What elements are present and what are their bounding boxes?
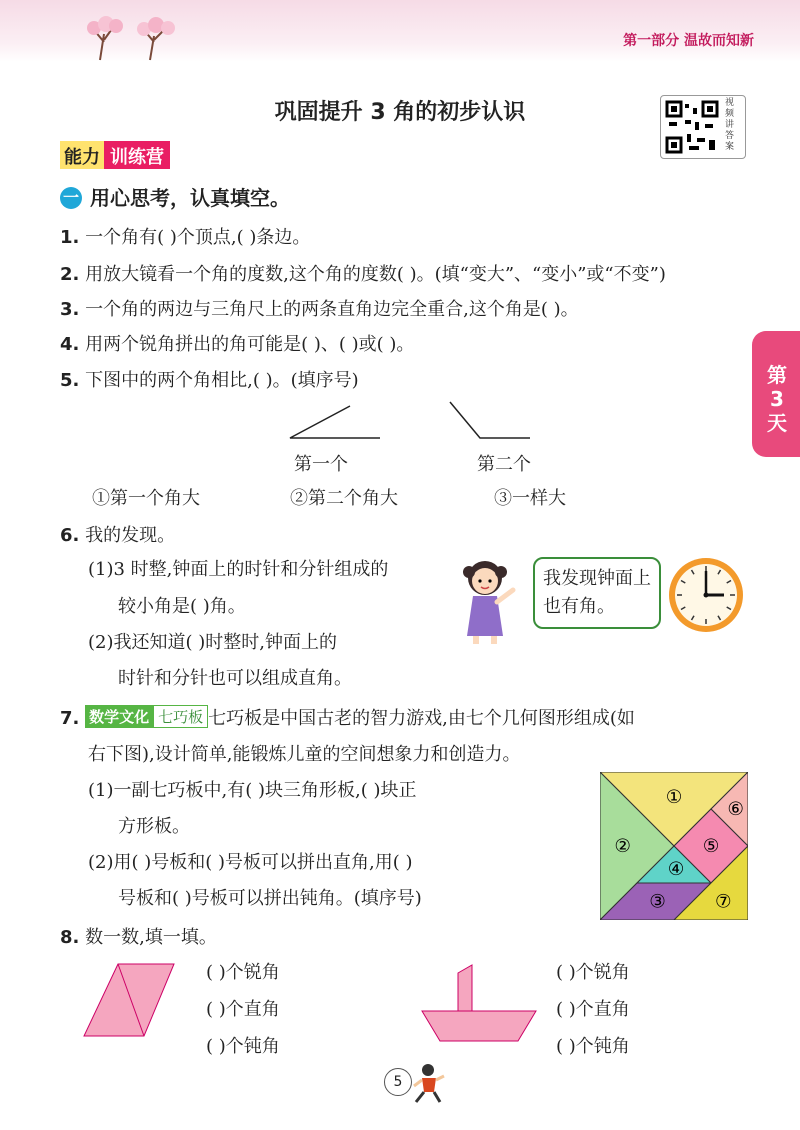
girl-icon bbox=[455, 556, 533, 648]
question-text: 下图中的两个角相比,( )。(填序号) bbox=[85, 370, 359, 391]
option-2: ②第二个角大 bbox=[290, 488, 398, 509]
tag-math-culture: 数学文化 bbox=[85, 705, 153, 728]
tag-tangram: 七巧板 bbox=[153, 705, 208, 728]
label-second-angle: 第二个 bbox=[477, 454, 531, 475]
question-text: 一个角有( )个顶点,( )条边。 bbox=[85, 227, 311, 248]
question-number: 4. bbox=[60, 334, 80, 355]
q6-part1-line1: (1)3 时整,钟面上的时针和分针组成的 bbox=[88, 559, 389, 580]
running-child-icon bbox=[410, 1062, 446, 1104]
question-number: 8. bbox=[60, 927, 80, 948]
option-1: ①第一个角大 bbox=[92, 488, 200, 509]
tree-decoration-icon bbox=[80, 12, 190, 62]
q7-part2-line2: 号板和( )号板可以拼出钝角。(填序号) bbox=[118, 888, 422, 909]
q6-part1-line2: 较小角是( )角。 bbox=[118, 596, 246, 617]
q7-part1-line2: 方形板。 bbox=[118, 816, 190, 837]
tangram-label-4: ④ bbox=[667, 858, 685, 880]
option-3: ③一样大 bbox=[494, 488, 566, 509]
question-number: 1. bbox=[60, 227, 80, 248]
question-8 bbox=[60, 923, 217, 949]
q6-part2-line2: 时针和分针也可以组成直角。 bbox=[118, 668, 352, 689]
badge-part1: 能力 bbox=[60, 141, 104, 169]
question-text: 我的发现。 bbox=[85, 525, 176, 546]
tangram-label-6: ⑥ bbox=[727, 799, 744, 821]
question-text: 一个角的两边与三角尺上的两条直角边完全重合,这个角是( )。 bbox=[85, 299, 579, 320]
qr-caption: 视频讲答案 bbox=[725, 98, 735, 152]
tangram-label-7: ⑦ bbox=[715, 891, 732, 913]
page-number: 5 bbox=[384, 1068, 412, 1096]
question-number: 7. bbox=[60, 708, 80, 729]
question-7 bbox=[60, 704, 635, 730]
question-4 bbox=[60, 330, 414, 356]
speech-bubble-text: 我发现钟面上也有角。 bbox=[543, 568, 651, 617]
qr-code-icon bbox=[665, 100, 719, 154]
tangram-label-5: ⑤ bbox=[702, 836, 720, 858]
header-section-label: 第一部分 温故而知新 bbox=[623, 33, 754, 49]
section-heading bbox=[60, 182, 290, 211]
qr-code[interactable] bbox=[660, 95, 746, 159]
question-number: 6. bbox=[60, 525, 80, 546]
question-6 bbox=[60, 521, 175, 547]
section-title: 用心思考，认真填空。 bbox=[90, 186, 290, 210]
second-angle bbox=[450, 402, 530, 438]
question-text: 七巧板是中国古老的智力游戏,由七个几何图形组成(如 bbox=[208, 708, 635, 729]
question-number: 3. bbox=[60, 299, 80, 320]
left-obtuse-count: ( )个钝角 bbox=[206, 1036, 280, 1057]
question-3 bbox=[60, 295, 579, 321]
right-obtuse-count: ( )个钝角 bbox=[556, 1036, 630, 1057]
parallelogram-shape bbox=[80, 960, 180, 1040]
section-number: 一 bbox=[60, 187, 82, 209]
question-text: 用放大镜看一个角的度数,这个角的度数( )。(填“变大”、“变小”或“不变”) bbox=[85, 264, 666, 285]
right-right-count: ( )个直角 bbox=[556, 999, 630, 1020]
question-2 bbox=[60, 260, 666, 286]
q7-part2-line1: (2)用( )号板和( )号板可以拼出直角,用( ) bbox=[88, 852, 413, 873]
angle-figures bbox=[280, 400, 540, 445]
speech-bubble bbox=[533, 557, 661, 629]
badge-part2: 训练营 bbox=[104, 141, 170, 169]
left-acute-count: ( )个锐角 bbox=[206, 962, 280, 983]
page-title: 巩固提升 3 角的初步认识 bbox=[274, 100, 526, 125]
q7-part1-line1: (1)一副七巧板中,有( )块三角形板,( )块正 bbox=[88, 780, 417, 801]
q6-part2-line1: (2)我还知道( )时整时,钟面上的 bbox=[88, 632, 337, 653]
question-1 bbox=[60, 223, 310, 249]
boat-shape bbox=[418, 963, 540, 1045]
q7-line2: 右下图),设计简单,能锻炼儿童的空间想象力和创造力。 bbox=[88, 744, 521, 765]
section-badge bbox=[60, 141, 170, 169]
left-right-count: ( )个直角 bbox=[206, 999, 280, 1020]
question-number: 5. bbox=[60, 370, 80, 391]
right-acute-count: ( )个锐角 bbox=[556, 962, 630, 983]
tangram-label-3: ③ bbox=[649, 891, 666, 913]
question-text: 数一数,填一填。 bbox=[85, 927, 217, 948]
question-5 bbox=[60, 366, 359, 392]
tangram-label-1: ① bbox=[665, 786, 683, 808]
side-tab bbox=[752, 331, 800, 457]
tangram-label-2: ② bbox=[614, 836, 631, 858]
side-tab-label: 第3天 bbox=[767, 363, 787, 435]
question-text: 用两个锐角拼出的角可能是( )、( )或( )。 bbox=[85, 334, 415, 355]
clock-icon bbox=[666, 555, 746, 635]
question-number: 2. bbox=[60, 264, 80, 285]
tangram-figure bbox=[600, 772, 748, 920]
label-first-angle: 第一个 bbox=[294, 454, 348, 475]
first-angle bbox=[290, 406, 380, 438]
